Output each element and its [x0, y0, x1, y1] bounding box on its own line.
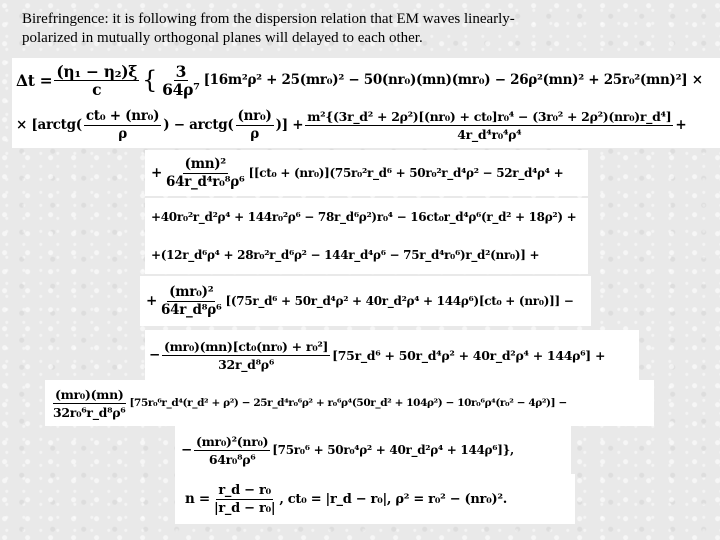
line-3-plus: +: [151, 165, 163, 181]
eta-fraction-denominator: c: [92, 79, 102, 99]
mr0-mn-fraction-2: [51, 386, 127, 421]
arctg-fraction-1-numerator: ct₀ + (nr₀): [85, 107, 160, 124]
equation-line-7: [145, 330, 639, 380]
line-2-tail: +: [675, 117, 687, 133]
line-1-body: [16m²ρ² + 25(mr₀)² − 50(nr₀)(mn)(mr₀) − 26ρ²(mn)² + 25r₀²(mn)²] ×: [203, 72, 703, 88]
arctg-fraction-2: [236, 108, 274, 143]
line-6-body: [(75r_d⁶ + 50r_d⁴ρ² + 40r_d²ρ⁴ + 144ρ⁶)[ct₀ + (nr₀)]] −: [225, 294, 574, 308]
open-brace: {: [142, 66, 158, 94]
n-definition-denominator: |r_d − r₀|: [213, 500, 276, 516]
line-10-body: , ct₀ = |r_d − r₀|, ρ² = r₀² − (nr₀)².: [279, 491, 507, 507]
intro-line-2: polarized in mutually orthogonal planes will delayed to each other.: [22, 30, 423, 46]
equation-line-1: [12, 58, 720, 102]
line-8-body: [75r₀⁶r_d⁴(r_d² + ρ²) − 25r_d⁴r₀⁶ρ² + r₀⁶ρ⁴(50r_d² + 104ρ²) − 10r₀⁶ρ⁴(r₀² − 4ρ²)] −: [129, 397, 567, 409]
line-3-body: [[ct₀ + (nr₀)](75r₀²r_d⁶ + 50r₀²r_d⁴ρ² − 52r_d⁴ρ⁴ +: [248, 166, 564, 180]
delta-t-lhs: Δt =: [16, 70, 53, 90]
equation-line-2: [12, 102, 720, 148]
line-7-minus: −: [149, 347, 161, 363]
arctg-close: )] +: [275, 117, 304, 133]
line-4-body: +40r₀²r_d²ρ⁴ + 144r₀²ρ⁶ − 78r_d⁶ρ²)r₀⁴ − 16ct₀r_d⁴ρ⁶(r_d² + 18ρ²) +: [151, 210, 577, 224]
intro-line-1: Birefringence: it is following from the dispersion relation that EM waves linearly-: [22, 11, 515, 27]
n-definition-fraction: [212, 482, 277, 517]
mr0-mn-2-numerator: (mr₀)(mn): [54, 386, 124, 402]
m-squared-numerator: m²{(3r_d² + 2ρ²)[(nr₀) + ct₀]r₀⁴ − (3r₀² + 2ρ²)(nr₀)r_d⁴]: [307, 108, 672, 124]
m-squared-denominator: 4r_d⁴r₀⁴ρ⁴: [457, 126, 522, 142]
mn-squared-numerator: (mn)²: [184, 155, 226, 172]
mn-squared-denominator: 64r_d⁴r₀⁸ρ⁶: [166, 173, 245, 190]
arctg-fraction-2-numerator: (nr₀): [237, 107, 272, 124]
three-numerator: 3: [175, 61, 187, 81]
mr0-nr0-fraction: [194, 433, 270, 468]
mr0-squared-numerator: (mr₀)²: [169, 283, 214, 300]
mr0-squared-fraction: [159, 284, 224, 319]
line-6-plus: +: [146, 293, 158, 309]
mn-squared-fraction: [164, 156, 247, 191]
line-5-body: +(12r_d⁶ρ⁴ + 28r₀²r_d⁶ρ² − 144r_d⁴ρ⁶ − 75r_d⁴r₀⁶)r_d²(nr₀)] +: [151, 248, 540, 262]
arctg-fraction-1: [84, 108, 161, 143]
line-7-body: [75r_d⁶ + 50r_d⁴ρ² + 40r_d²ρ⁴ + 144ρ⁶] +: [332, 347, 606, 363]
three-over-rho-fraction: [160, 63, 201, 98]
m-squared-fraction: [305, 108, 673, 143]
mr0-mn-2-denominator: 32r₀⁶r_d⁸ρ⁶: [53, 404, 126, 420]
equation-line-6: [140, 276, 591, 326]
mr0-nr0-denominator: 64r₀⁸ρ⁶: [208, 451, 256, 467]
equation-line-10: [175, 474, 575, 524]
n-definition-lhs: n =: [185, 491, 210, 507]
equation-line-3: [145, 150, 588, 196]
mr0-mn-denominator: 32r_d⁸ρ⁶: [218, 356, 274, 372]
arctg-fraction-1-denominator: ρ: [118, 125, 127, 142]
eta-fraction: [54, 63, 139, 98]
equation-line-9: [175, 426, 571, 474]
mr0-squared-denominator: 64r_d⁸ρ⁶: [161, 301, 222, 318]
arctg-middle: ) − arctg(: [163, 117, 234, 133]
arctg-open: × [arctg(: [16, 117, 82, 133]
eta-fraction-numerator: (η₁ − η₂)ξ: [56, 61, 138, 81]
line-9-minus: −: [181, 442, 193, 458]
n-definition-numerator: r_d − r₀: [218, 482, 271, 498]
line-9-body: [75r₀⁶ + 50r₀⁴ρ² + 40r_d²ρ⁴ + 144ρ⁶]},: [272, 443, 514, 457]
equation-line-5: [145, 236, 588, 274]
rho-denominator: 64ρ⁷: [162, 79, 200, 99]
mr0-nr0-numerator: (mr₀)²(nr₀): [196, 433, 269, 449]
equation-line-4: [145, 198, 588, 236]
arctg-fraction-2-denominator: ρ: [250, 125, 259, 142]
equation-line-8: [45, 380, 654, 426]
mr0-mn-fraction: [162, 338, 330, 373]
intro-text: [22, 10, 542, 48]
mr0-mn-numerator: (mr₀)(mn)[ct₀(nr₀) + r₀²]: [164, 338, 329, 354]
